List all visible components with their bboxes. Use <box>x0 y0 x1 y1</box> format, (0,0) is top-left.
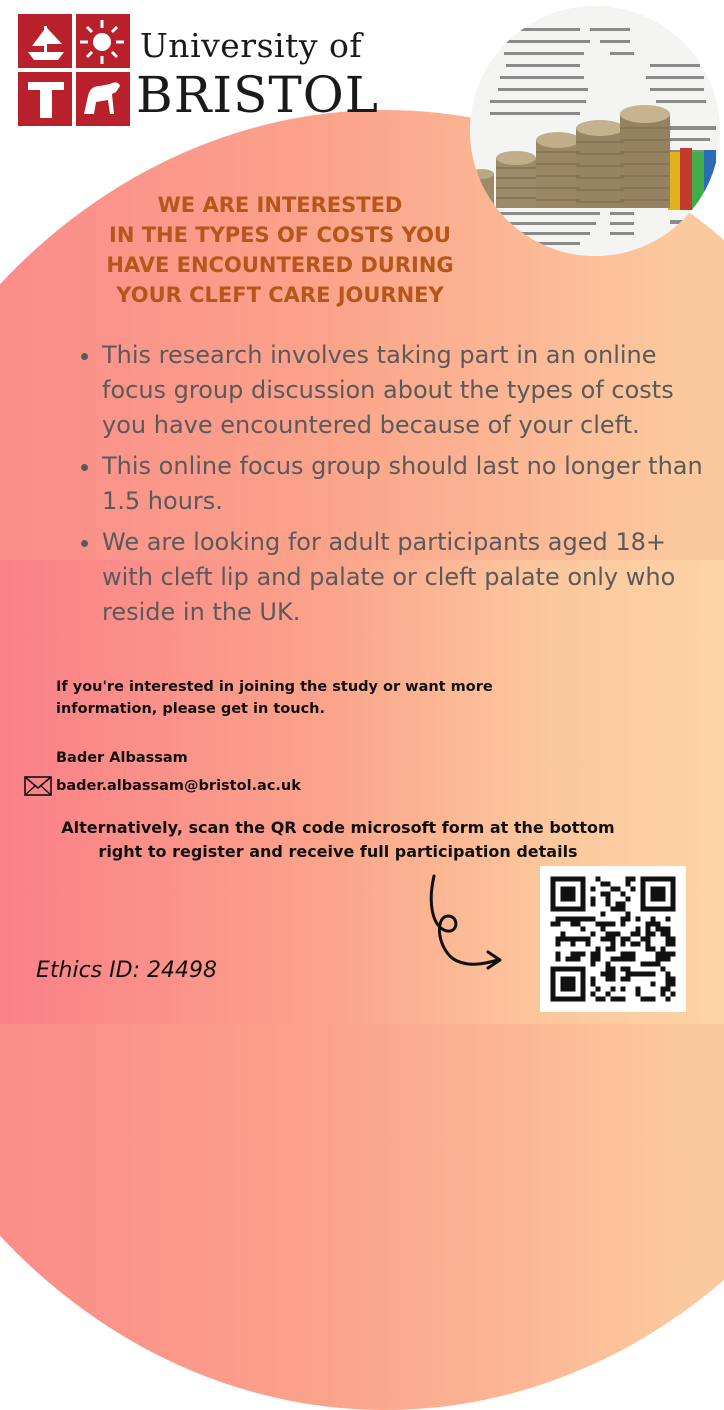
logo-text-university-of: University of <box>140 26 363 65</box>
headline <box>60 190 500 310</box>
headline-line: IN THE TYPES OF COSTS YOU <box>109 223 451 247</box>
contact-name: Bader Albassam <box>56 750 188 766</box>
contact-intro-text: If you're interested in joining the study or want more information, please get in touch. <box>56 679 493 717</box>
contact-email-link[interactable]: bader.albassam@bristol.ac.uk <box>56 778 301 794</box>
list-item: • We are looking for adult participants aged 18+ with cleft lip and palate or cleft palate only who reside in the UK. <box>102 525 722 630</box>
qr-code-icon <box>540 866 686 1012</box>
ethics-id <box>36 958 217 983</box>
study-details-list <box>72 338 722 636</box>
qr-instructions-line: Alternatively, scan the QR code microsoft form at the bottom <box>61 818 615 837</box>
qr-code[interactable] <box>540 866 686 1012</box>
qr-instructions <box>8 816 668 864</box>
ethics-label: Ethics ID <box>36 958 133 983</box>
university-logo[interactable] <box>18 14 388 126</box>
list-item: • This online focus group should last no longer than 1.5 hours. <box>102 449 722 519</box>
coins-receipt-photo <box>470 6 720 256</box>
headline-line: YOUR CLEFT CARE JOURNEY <box>116 283 444 307</box>
ethics-value: 24498 <box>146 958 217 983</box>
headline-line: HAVE ENCOUNTERED DURING <box>106 253 454 277</box>
university-crest-icon <box>18 14 130 126</box>
arrow-icon <box>418 872 518 982</box>
logo-text-bristol: BRISTOL <box>136 66 379 124</box>
ethics-separator: : <box>132 958 147 983</box>
list-item: • This research involves taking part in an online focus group discussion about the types of costs you have encountered because of your cleft. <box>102 338 722 443</box>
qr-instructions-line: right to register and receive full participation details <box>98 842 578 861</box>
headline-line: WE ARE INTERESTED <box>157 193 403 217</box>
contact-email-row[interactable] <box>24 775 301 797</box>
envelope-icon <box>24 776 52 796</box>
